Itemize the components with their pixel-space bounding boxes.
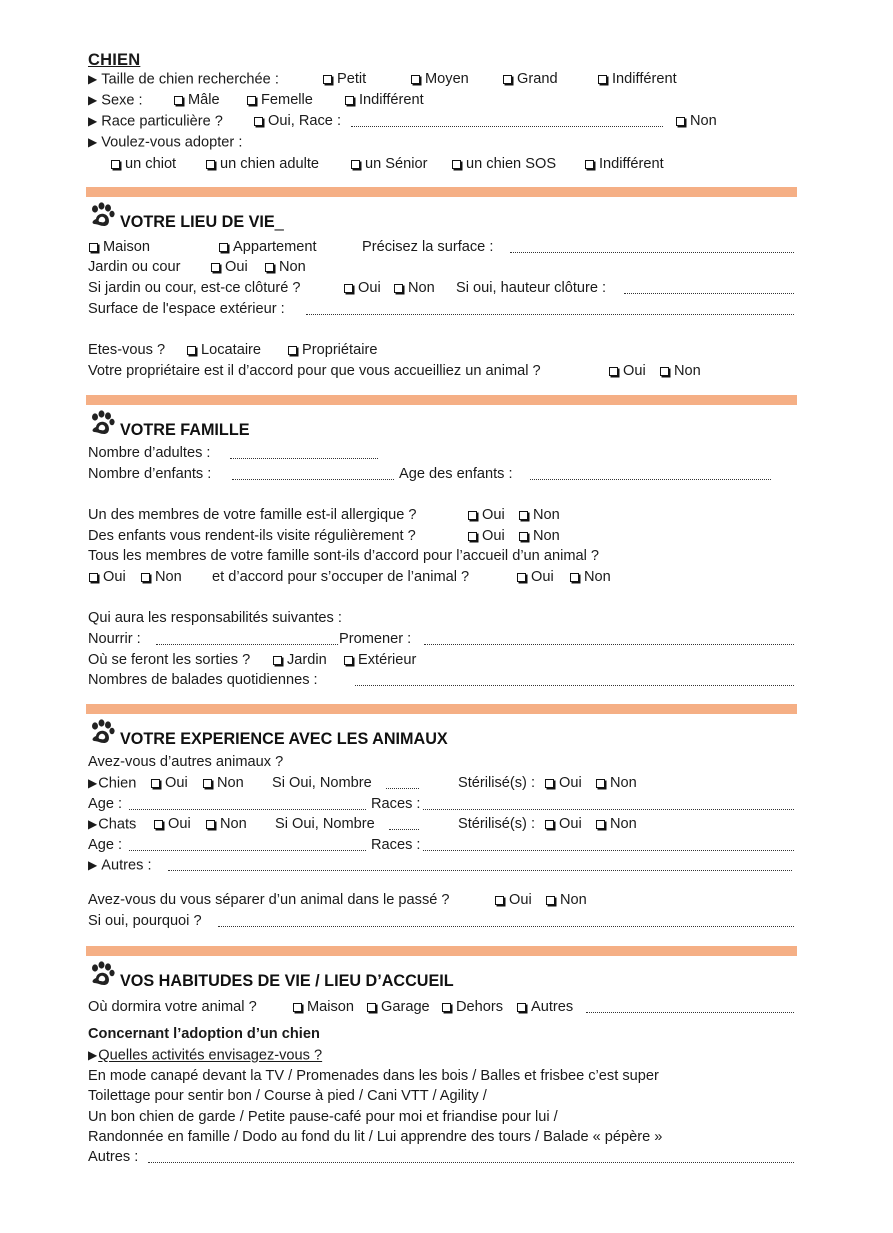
option-label: Non xyxy=(408,280,435,296)
option-label: Non xyxy=(610,775,637,791)
surface-input[interactable] xyxy=(510,240,794,253)
races-chien-input[interactable] xyxy=(423,797,794,810)
checkbox-icon[interactable] xyxy=(111,160,120,169)
checkbox-chats-non[interactable] xyxy=(205,815,247,833)
option-label: Non xyxy=(533,507,560,523)
surface-ext-input[interactable] xyxy=(306,302,794,315)
option-label: Non xyxy=(533,528,560,544)
triangle-right-icon: ▶ xyxy=(88,776,98,790)
occuper-label: et d’accord pour s’occuper de l’animal ? xyxy=(212,569,470,585)
section-title-chien: CHIEN xyxy=(88,51,141,69)
checkbox-cloture-non[interactable] xyxy=(393,279,435,297)
paw-icon xyxy=(88,202,116,230)
checkbox-icon[interactable] xyxy=(519,511,528,520)
visite-label: Des enfants vous rendent-ils visite régulièrement ? xyxy=(88,528,416,544)
section-divider xyxy=(86,704,797,714)
checkbox-icon[interactable] xyxy=(293,1003,302,1012)
option-label: Indifférent xyxy=(612,71,677,87)
checkbox-male[interactable] xyxy=(173,91,220,109)
option-label: Indifférent xyxy=(359,92,424,108)
checkbox-senior[interactable] xyxy=(350,155,427,173)
checkbox-chats-sterilise-oui[interactable] xyxy=(544,815,582,833)
section-title-famille: VOTRE FAMILLE xyxy=(120,421,250,439)
allergique-label: Un des membres de votre famille est-il allergique ? xyxy=(88,507,417,523)
surface-ext-label: Surface de l'espace extérieur : xyxy=(88,301,285,317)
activites-line: En mode canapé devant la TV / Promenades dans les bois / Balles et frisbee c’est super xyxy=(88,1068,659,1084)
checkbox-moyen[interactable] xyxy=(410,70,469,88)
hauteur-label: Si oui, hauteur clôture : xyxy=(456,280,607,296)
option-label: Oui xyxy=(358,280,381,296)
checkbox-visite-non[interactable] xyxy=(518,527,560,545)
option-label: Grand xyxy=(517,71,558,87)
option-label: Extérieur xyxy=(358,652,417,668)
checkbox-icon[interactable] xyxy=(273,656,282,665)
checkbox-icon[interactable] xyxy=(187,346,196,355)
option-label: un chiot xyxy=(125,156,177,172)
etes-vous-label: Etes-vous ? xyxy=(88,342,166,358)
triangle-right-icon: ▶ xyxy=(88,1048,98,1062)
checkbox-separer-oui[interactable] xyxy=(494,891,532,909)
checkbox-icon[interactable] xyxy=(545,779,554,788)
pourquoi-input[interactable] xyxy=(218,914,794,927)
option-label: un chien SOS xyxy=(466,156,557,172)
checkbox-chien-oui[interactable] xyxy=(150,774,188,792)
option-label: Non xyxy=(610,816,637,832)
responsabilites-label: Qui aura les responsabilités suivantes : xyxy=(88,610,342,626)
option-label: Mâle xyxy=(188,92,220,108)
dormira-label: Où dormira votre animal ? xyxy=(88,999,257,1015)
option-label: Autres xyxy=(531,999,574,1015)
checkbox-icon[interactable] xyxy=(442,1003,451,1012)
checkbox-grand[interactable] xyxy=(502,70,558,88)
checkbox-chats-sterilise-non[interactable] xyxy=(595,815,637,833)
row-taille xyxy=(88,70,279,88)
checkbox-icon[interactable] xyxy=(89,243,98,252)
row-chien xyxy=(88,774,136,792)
option-label: Locataire xyxy=(201,342,262,358)
section-divider xyxy=(86,187,797,197)
checkbox-icon[interactable] xyxy=(344,284,353,293)
option-label: Propriétaire xyxy=(302,342,378,358)
option-label: Oui, Race : xyxy=(268,113,341,129)
age-enfants-label: Age des enfants : xyxy=(399,466,513,482)
chats-nombre-label: Si Oui, Nombre xyxy=(275,816,375,832)
row-race xyxy=(88,112,223,130)
checkbox-icon[interactable] xyxy=(151,779,160,788)
option-label: Oui xyxy=(165,775,188,791)
promener-label: Promener : xyxy=(339,631,412,647)
option-label: Non xyxy=(560,892,587,908)
checkbox-petit[interactable] xyxy=(322,70,366,88)
checkbox-dormira-dehors[interactable] xyxy=(441,998,503,1016)
checkbox-dormira-autres[interactable] xyxy=(516,998,573,1016)
title-suffix: _ xyxy=(274,213,284,231)
chien-sterilise-label: Stérilisé(s) : xyxy=(458,775,536,791)
option-label: Moyen xyxy=(425,71,469,87)
race-label: Race particulière ? xyxy=(101,113,223,130)
checkbox-chiot[interactable] xyxy=(110,155,176,173)
option-label: Non xyxy=(155,569,182,585)
checkbox-proprio-oui[interactable] xyxy=(608,362,646,380)
paw-icon xyxy=(88,961,116,989)
option-label: Appartement xyxy=(233,239,317,255)
checkbox-icon[interactable] xyxy=(585,160,594,169)
nourrir-input[interactable] xyxy=(156,632,338,645)
checkbox-cloture-oui[interactable] xyxy=(343,279,381,297)
autres-animaux-label: Avez-vous d’autres animaux ? xyxy=(88,754,284,770)
checkbox-icon[interactable] xyxy=(154,820,163,829)
option-label: Dehors xyxy=(456,999,504,1015)
option-label: Oui xyxy=(559,816,582,832)
activites-line: Randonnée en famille / Dodo au fond du lit / Lui apprendre des tours / Balade « pépère » xyxy=(88,1129,663,1145)
proprio-label: Votre propriétaire est il d’accord pour que vous accueilliez un animal ? xyxy=(88,363,541,379)
checkbox-icon[interactable] xyxy=(570,573,579,582)
checkbox-icon[interactable] xyxy=(206,160,215,169)
option-label: Oui xyxy=(623,363,646,379)
checkbox-chien-adulte[interactable] xyxy=(205,155,319,173)
checkbox-icon[interactable] xyxy=(254,117,263,126)
checkbox-icon[interactable] xyxy=(517,573,526,582)
checkbox-icon[interactable] xyxy=(411,75,420,84)
option-label: Non xyxy=(220,816,247,832)
checkbox-icon[interactable] xyxy=(598,75,607,84)
chats-label: Chats xyxy=(98,816,137,833)
section-title-habitudes: VOS HABITUDES DE VIE / LIEU D’ACCUEIL xyxy=(120,972,454,990)
checkbox-icon[interactable] xyxy=(596,779,605,788)
age-chien-input[interactable] xyxy=(129,797,366,810)
row-activites xyxy=(88,1046,322,1064)
separer-label: Avez-vous du vous séparer d’un animal dans le passé ? xyxy=(88,892,450,908)
checkbox-allergique-oui[interactable] xyxy=(467,506,505,524)
chien-label: Chien xyxy=(98,775,137,792)
adoption-subtitle: Concernant l’adoption d’un chien xyxy=(88,1026,320,1042)
checkbox-maison[interactable] xyxy=(88,238,150,256)
autres-label: Autres : xyxy=(101,857,152,874)
checkbox-icon[interactable] xyxy=(495,896,504,905)
checkbox-visite-oui[interactable] xyxy=(467,527,505,545)
checkbox-appartement[interactable] xyxy=(218,238,317,256)
checkbox-accord-oui[interactable] xyxy=(88,568,126,586)
habitudes-autres-label: Autres : xyxy=(88,1149,139,1165)
option-label: Oui xyxy=(482,528,505,544)
checkbox-occuper-oui[interactable] xyxy=(516,568,554,586)
checkbox-icon[interactable] xyxy=(545,820,554,829)
checkbox-icon[interactable] xyxy=(452,160,461,169)
pourquoi-label: Si oui, pourquoi ? xyxy=(88,913,202,929)
accord-label: Tous les membres de votre famille sont-ils d’accord pour l’accueil d’un animal ? xyxy=(88,548,600,564)
option-label: Maison xyxy=(307,999,355,1015)
checkbox-oui-race[interactable] xyxy=(253,112,341,130)
checkbox-icon[interactable] xyxy=(219,243,228,252)
adultes-input[interactable] xyxy=(230,446,378,459)
option-label: Oui xyxy=(225,259,248,275)
chats-nombre-input[interactable] xyxy=(389,817,419,830)
sorties-label: Où se feront les sorties ? xyxy=(88,652,251,668)
checkbox-jardin-non[interactable] xyxy=(264,258,306,276)
triangle-right-icon: ▶ xyxy=(88,858,98,872)
option-label: Oui xyxy=(531,569,554,585)
row-chats xyxy=(88,815,136,833)
checkbox-icon[interactable] xyxy=(519,532,528,541)
checkbox-locataire[interactable] xyxy=(186,341,261,359)
checkbox-chien-sterilise-non[interactable] xyxy=(595,774,637,792)
checkbox-icon[interactable] xyxy=(265,263,274,272)
section-title-lieu xyxy=(120,213,284,232)
enfants-input[interactable] xyxy=(232,467,394,480)
taille-label: Taille de chien recherchée : xyxy=(101,71,279,88)
option-label: Oui xyxy=(482,507,505,523)
dormira-autres-input[interactable] xyxy=(586,1000,794,1013)
balades-input[interactable] xyxy=(355,673,794,686)
checkbox-dormira-garage[interactable] xyxy=(366,998,430,1016)
activites-line: Un bon chien de garde / Petite pause-café pour moi et friandise pour lui / xyxy=(88,1109,558,1125)
checkbox-indifferent-adopter[interactable] xyxy=(584,155,664,173)
row-adopter xyxy=(88,133,242,151)
age-chats-label: Age : xyxy=(88,837,123,853)
checkbox-sorties-jardin[interactable] xyxy=(272,651,327,669)
age-chats-input[interactable] xyxy=(129,838,366,851)
checkbox-icon[interactable] xyxy=(288,346,297,355)
checkbox-jardin-oui[interactable] xyxy=(210,258,248,276)
checkbox-icon[interactable] xyxy=(676,117,685,126)
checkbox-icon[interactable] xyxy=(609,367,618,376)
checkbox-icon[interactable] xyxy=(517,1003,526,1012)
paw-icon xyxy=(88,719,116,747)
checkbox-icon[interactable] xyxy=(344,656,353,665)
section-title-experience: VOTRE EXPERIENCE AVEC LES ANIMAUX xyxy=(120,730,448,748)
activites-line: Toilettage pour sentir bon / Course à pied / Cani VTT / Agility / xyxy=(88,1088,487,1104)
races-chats-label: Races : xyxy=(371,837,421,853)
triangle-right-icon: ▶ xyxy=(88,93,98,107)
checkbox-icon[interactable] xyxy=(247,96,256,105)
activites-question: Quelles activités envisagez-vous ? xyxy=(98,1047,323,1064)
enfants-label: Nombre d’enfants : xyxy=(88,466,212,482)
option-label: Non xyxy=(690,113,717,129)
surface-label: Précisez la surface : xyxy=(362,239,494,255)
checkbox-icon[interactable] xyxy=(546,896,555,905)
checkbox-icon[interactable] xyxy=(141,573,150,582)
section-divider xyxy=(86,395,797,405)
checkbox-allergique-non[interactable] xyxy=(518,506,560,524)
adopter-label: Voulez-vous adopter : xyxy=(101,134,243,151)
triangle-right-icon: ▶ xyxy=(88,72,98,86)
checkbox-dormira-maison[interactable] xyxy=(292,998,354,1016)
option-label: Oui xyxy=(103,569,126,585)
checkbox-icon[interactable] xyxy=(394,284,403,293)
chien-nombre-label: Si Oui, Nombre xyxy=(272,775,372,791)
option-label: Oui xyxy=(168,816,191,832)
option-label: Jardin xyxy=(287,652,327,668)
chats-sterilise-label: Stérilisé(s) : xyxy=(458,816,536,832)
checkbox-femelle[interactable] xyxy=(246,91,313,109)
option-label: Indifférent xyxy=(599,156,664,172)
sexe-label: Sexe : xyxy=(101,92,143,109)
autres-animaux-input[interactable] xyxy=(168,858,792,871)
cloture-label: Si jardin ou cour, est-ce clôturé ? xyxy=(88,280,301,296)
checkbox-chien-sterilise-oui[interactable] xyxy=(544,774,582,792)
checkbox-chien-sos[interactable] xyxy=(451,155,556,173)
triangle-right-icon: ▶ xyxy=(88,135,98,149)
habitudes-autres-input[interactable] xyxy=(148,1150,794,1163)
option-label: Non xyxy=(217,775,244,791)
checkbox-icon[interactable] xyxy=(206,820,215,829)
checkbox-chien-non[interactable] xyxy=(202,774,244,792)
option-label: Maison xyxy=(103,239,151,255)
jardin-label: Jardin ou cour xyxy=(88,259,181,275)
checkbox-occuper-non[interactable] xyxy=(569,568,611,586)
age-enfants-input[interactable] xyxy=(530,467,771,480)
option-label: Garage xyxy=(381,999,430,1015)
row-sexe xyxy=(88,91,143,109)
checkbox-icon[interactable] xyxy=(323,75,332,84)
checkbox-chats-oui[interactable] xyxy=(153,815,191,833)
option-label: Oui xyxy=(559,775,582,791)
triangle-right-icon: ▶ xyxy=(88,114,98,128)
triangle-right-icon: ▶ xyxy=(88,817,98,831)
option-label: Non xyxy=(584,569,611,585)
nourrir-label: Nourrir : xyxy=(88,631,141,647)
checkbox-indifferent-sexe[interactable] xyxy=(344,91,424,109)
checkbox-icon[interactable] xyxy=(351,160,360,169)
checkbox-proprio-non[interactable] xyxy=(659,362,701,380)
option-label: Femelle xyxy=(261,92,313,108)
option-label: un Sénior xyxy=(365,156,428,172)
checkbox-accord-non[interactable] xyxy=(140,568,182,586)
paw-icon xyxy=(88,410,116,438)
checkbox-separer-non[interactable] xyxy=(545,891,587,909)
age-chien-label: Age : xyxy=(88,796,123,812)
checkbox-icon[interactable] xyxy=(660,367,669,376)
option-label: Non xyxy=(279,259,306,275)
checkbox-icon[interactable] xyxy=(596,820,605,829)
checkbox-icon[interactable] xyxy=(203,779,212,788)
checkbox-proprietaire[interactable] xyxy=(287,341,377,359)
option-label: Oui xyxy=(509,892,532,908)
option-label: un chien adulte xyxy=(220,156,319,172)
checkbox-icon[interactable] xyxy=(89,573,98,582)
hauteur-input[interactable] xyxy=(624,281,794,294)
races-chien-label: Races : xyxy=(371,796,421,812)
checkbox-icon[interactable] xyxy=(345,96,354,105)
checkbox-non-race[interactable] xyxy=(675,112,717,130)
option-label: Non xyxy=(674,363,701,379)
checkbox-icon[interactable] xyxy=(468,532,477,541)
promener-input[interactable] xyxy=(424,632,794,645)
checkbox-icon[interactable] xyxy=(174,96,183,105)
title-text: VOTRE LIEU DE VIE xyxy=(120,213,275,231)
adultes-label: Nombre d’adultes : xyxy=(88,445,211,461)
checkbox-sorties-exterieur[interactable] xyxy=(343,651,416,669)
checkbox-icon[interactable] xyxy=(503,75,512,84)
checkbox-icon[interactable] xyxy=(211,263,220,272)
chien-nombre-input[interactable] xyxy=(386,776,419,789)
option-label: Petit xyxy=(337,71,367,87)
checkbox-icon[interactable] xyxy=(367,1003,376,1012)
balades-label: Nombres de balades quotidiennes : xyxy=(88,672,318,688)
row-autres xyxy=(88,856,152,874)
races-chats-input[interactable] xyxy=(423,838,794,851)
section-divider xyxy=(86,946,797,956)
checkbox-icon[interactable] xyxy=(468,511,477,520)
race-input[interactable] xyxy=(351,114,663,127)
checkbox-indifferent-taille[interactable] xyxy=(597,70,677,88)
